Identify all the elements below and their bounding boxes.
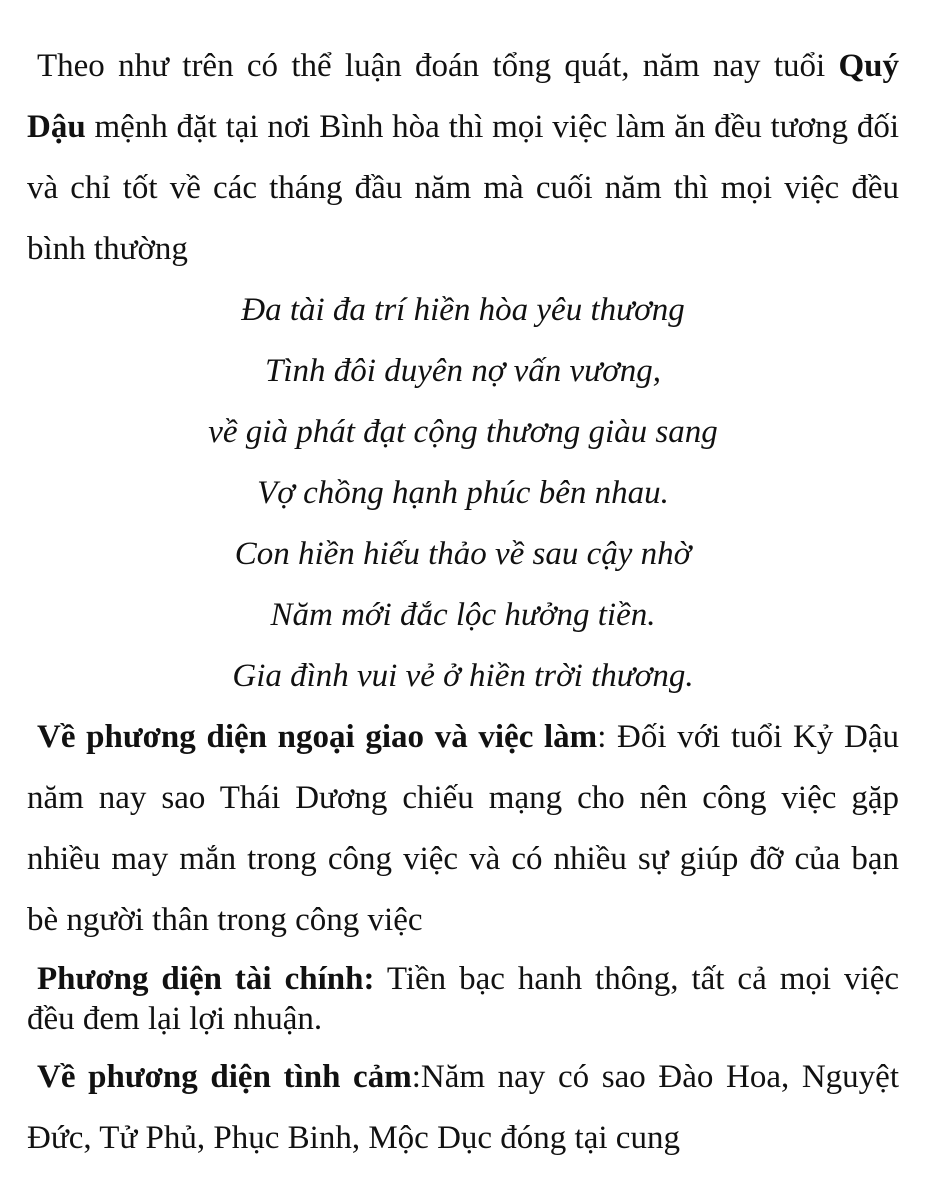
finance-text: Tiền bạc hanh thông, tất cả mọi việc đều đem lại lợi nhuận. <box>27 961 900 1037</box>
poem-block <box>27 280 899 707</box>
love-heading: Về phương diện tình cảm <box>37 1059 412 1095</box>
poem-line: Năm mới đắc lộc hưởng tiền. <box>270 597 656 633</box>
finance-heading: Phương diện tài chính: <box>37 961 375 997</box>
love-paragraph <box>27 1047 899 1169</box>
document-page <box>27 36 899 1169</box>
poem-line: Vợ chồng hạnh phúc bên nhau. <box>257 475 669 511</box>
intro-rest: mệnh đặt tại nơi Bình hòa thì mọi việc làm ăn đều tương đối và chỉ tốt về các tháng đầu năm mà cuối năm thì mọi việc đều bình thường <box>27 109 899 267</box>
poem-line: Gia đình vui vẻ ở hiền trời thương. <box>232 658 694 694</box>
intro-paragraph <box>27 36 899 280</box>
poem-line: Con hiền hiếu thảo về sau cậy nhờ <box>234 536 692 572</box>
poem-line: về già phát đạt cộng thương giàu sang <box>208 414 718 450</box>
career-text: : Đối với tuổi Kỷ Dậu năm nay sao Thái Dương chiếu mạng cho nên công việc gặp nhiều may mắn trong công việc và có nhiều sự giúp đỡ của bạn bè người thân trong công việc <box>27 719 900 938</box>
career-heading: Về phương diện ngoại giao và việc làm <box>37 719 598 755</box>
career-paragraph <box>27 707 899 951</box>
intro-bold-name: Quý Dậu <box>27 48 899 145</box>
love-text: :Năm nay có sao Đào Hoa, Nguyệt Đức, Tử Phủ, Phục Binh, Mộc Dục đóng tại cung <box>27 1059 899 1156</box>
finance-paragraph <box>27 959 899 1039</box>
poem-line: Đa tài đa trí hiền hòa yêu thương <box>241 292 685 328</box>
poem-line: Tình đôi duyên nợ vấn vương, <box>265 353 661 389</box>
intro-lead: Theo như trên có thể luận đoán tổng quát, năm nay tuổi <box>37 48 839 84</box>
